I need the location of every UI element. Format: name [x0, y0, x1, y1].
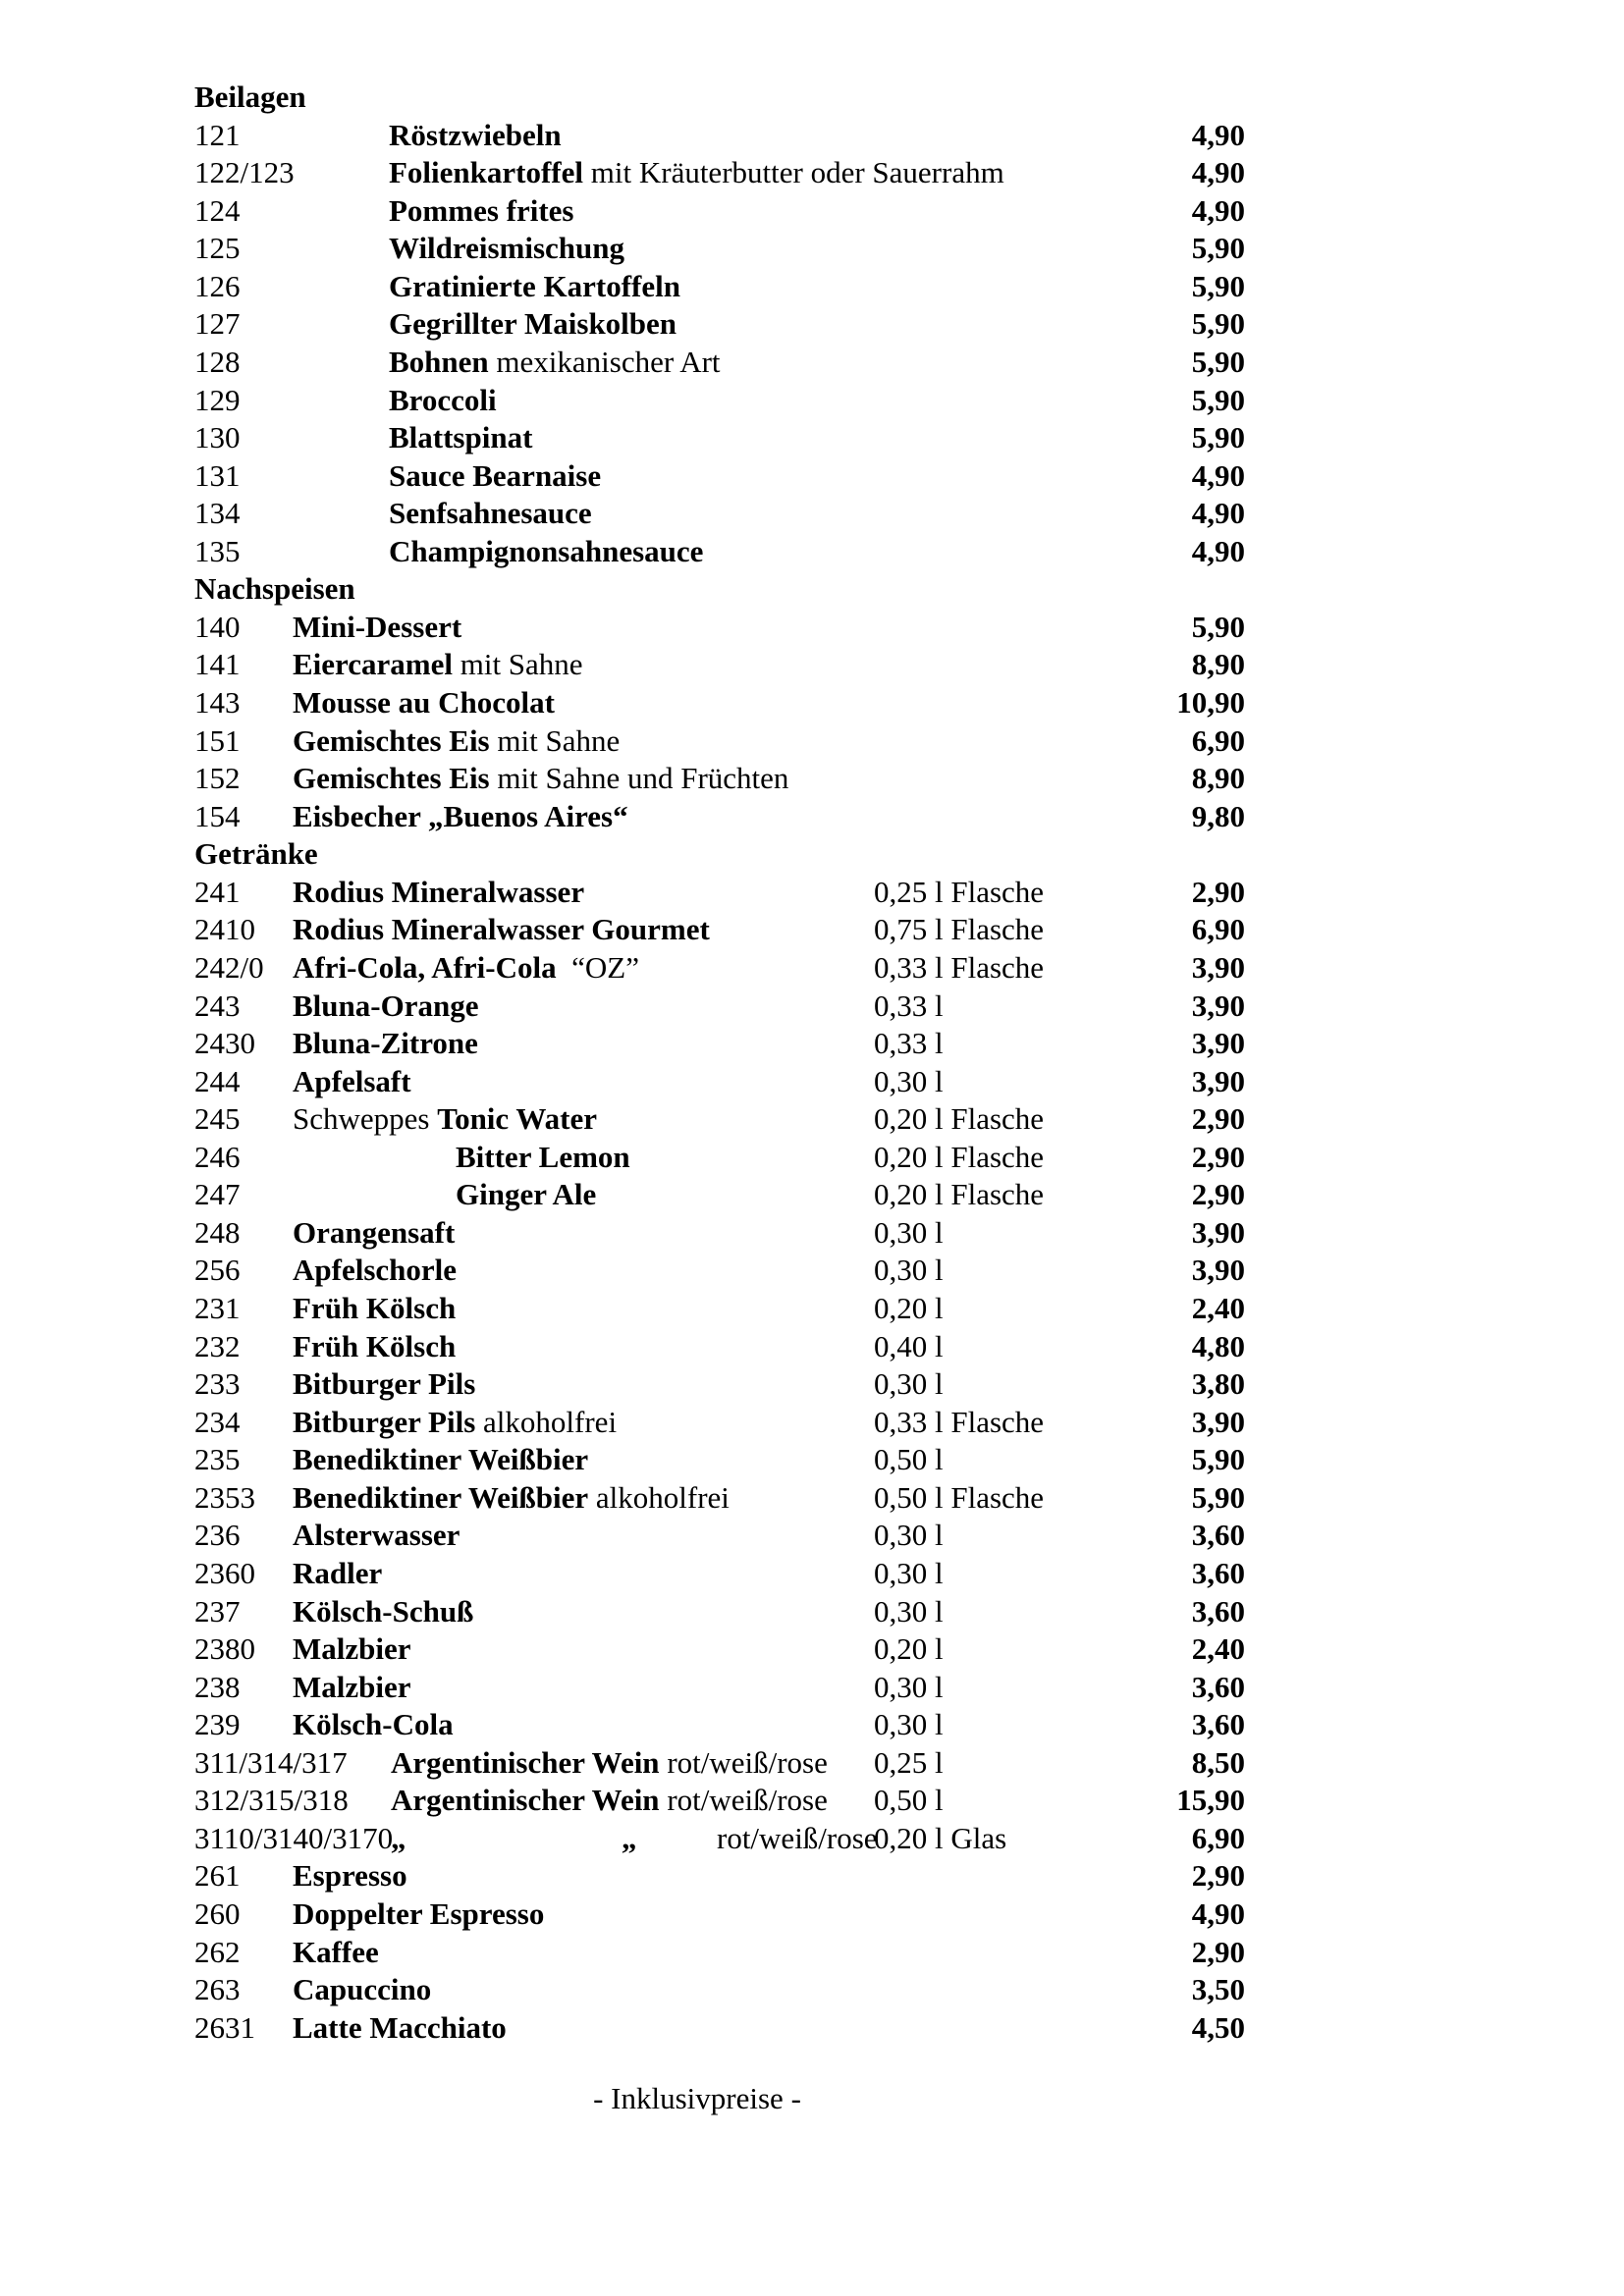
item-name: [293, 1214, 455, 1253]
item-description: mexikanischer Art: [488, 344, 721, 379]
item-name-bold: Kölsch-Schuß: [293, 1593, 474, 1629]
menu-item: [194, 1593, 1245, 1631]
item-price: 4,50: [1191, 2009, 1245, 2045]
item-volume: 0,33 l: [874, 988, 944, 1023]
menu-item: [194, 911, 1245, 949]
item-price: 15,90: [1176, 1783, 1245, 1818]
item-name-bold: Eisbecher „Buenos Aires“: [293, 798, 628, 833]
menu-item: [194, 419, 1245, 457]
menu-item: [194, 1971, 1245, 2009]
menu-item: [194, 1479, 1245, 1518]
item-name: [293, 1896, 544, 1934]
item-code: 261: [194, 1858, 241, 1894]
item-price: 2,90: [1191, 874, 1245, 909]
item-price: 5,90: [1191, 306, 1245, 342]
section-heading: Getränke: [194, 836, 318, 872]
section-heading: Nachspeisen: [194, 571, 355, 607]
item-code: 248: [194, 1214, 241, 1250]
item-price: 4,90: [1191, 457, 1245, 493]
item-description: rot/weiß/rose: [659, 1783, 828, 1818]
item-volume: 0,50 l: [874, 1442, 944, 1477]
item-price: 4,90: [1191, 533, 1245, 568]
item-code: 262: [194, 1934, 241, 1969]
item-description: rot/weiß/rose: [659, 1744, 828, 1780]
item-price: 6,90: [1191, 912, 1245, 947]
item-name: [293, 1176, 596, 1214]
item-name: [293, 1328, 456, 1366]
item-price: 2,90: [1191, 1177, 1245, 1212]
item-name: [293, 1025, 478, 1063]
item-name: [293, 798, 628, 836]
item-price: 5,90: [1191, 344, 1245, 379]
item-description: mit Sahne: [489, 722, 621, 758]
menu-item: [194, 1139, 1245, 1177]
item-price: 3,90: [1191, 1026, 1245, 1061]
menu-item: [194, 1820, 1245, 1858]
item-name-bold: Capuccino: [293, 1972, 432, 2007]
item-name: [391, 1782, 828, 1820]
item-name: [389, 533, 703, 571]
item-code: 154: [194, 798, 241, 833]
item-name-bold: Kaffee: [293, 1934, 379, 1969]
menu-item: [194, 1934, 1245, 1972]
item-name-bold: Pommes frites: [389, 192, 574, 228]
item-variant: rot/weiß/rose: [717, 1820, 878, 1855]
item-volume: 0,20 l Flasche: [874, 1101, 1045, 1137]
menu-item: [194, 1365, 1245, 1404]
menu-item: [194, 382, 1245, 420]
item-volume: 0,20 l: [874, 1291, 944, 1325]
menu-item: [194, 1744, 1245, 1783]
item-volume: 0,25 l Flasche: [874, 874, 1045, 909]
item-name: [293, 1252, 457, 1290]
item-price: 10,90: [1176, 685, 1245, 720]
item-volume: 0,33 l Flasche: [874, 949, 1045, 985]
item-code: 237: [194, 1593, 241, 1629]
item-price: 3,90: [1191, 949, 1245, 985]
item-volume: 0,30 l: [874, 1518, 944, 1553]
item-name: [293, 1365, 475, 1404]
item-name: [293, 1706, 454, 1744]
item-code: 239: [194, 1707, 241, 1742]
item-name-bold: Apfelschorle: [293, 1253, 458, 1288]
item-name-bold: Früh Kölsch: [293, 1328, 457, 1363]
item-code: 124: [194, 192, 241, 228]
item-price: 5,90: [1191, 382, 1245, 417]
menu-item: [194, 1857, 1245, 1896]
item-name: [293, 1669, 411, 1707]
item-code: 140: [194, 609, 241, 644]
item-name: [389, 154, 1004, 192]
item-name: [293, 1555, 382, 1593]
menu-item: [194, 874, 1245, 912]
item-name: [389, 230, 624, 268]
item-code: 263: [194, 1972, 241, 2007]
item-code: 243: [194, 988, 241, 1023]
item-price: 6,90: [1191, 722, 1245, 758]
item-description: mit Kräuterbutter oder Sauerrahm: [583, 155, 1004, 190]
item-name-bold: Gegrillter Maiskolben: [389, 306, 677, 342]
item-name-bold: Afri-Cola, Afri-Cola: [293, 949, 557, 985]
item-name-bold: Bluna-Zitrone: [293, 1026, 478, 1061]
item-description: “OZ”: [556, 949, 639, 985]
item-code: 233: [194, 1366, 241, 1402]
item-code: 256: [194, 1253, 241, 1288]
item-name-bold: Früh Kölsch: [293, 1291, 457, 1325]
item-code: 125: [194, 231, 241, 266]
item-name-bold: Champignonsahnesauce: [389, 533, 704, 568]
item-code: 134: [194, 496, 241, 531]
item-volume: 0,20 l Flasche: [874, 1139, 1045, 1174]
item-code: 2430: [194, 1026, 255, 1061]
item-code: 312/315/318: [194, 1783, 349, 1818]
item-name: [293, 911, 710, 949]
item-description: mit Sahne und Früchten: [489, 761, 789, 796]
item-price: 8,50: [1191, 1744, 1245, 1780]
item-volume: 0,33 l Flasche: [874, 1404, 1045, 1439]
item-name-bold: Mousse au Chocolat: [293, 685, 555, 720]
item-price: 6,90: [1191, 1820, 1245, 1855]
item-code: 131: [194, 457, 241, 493]
item-description: alkoholfrei: [475, 1404, 618, 1439]
item-price: 4,80: [1191, 1328, 1245, 1363]
item-name: [293, 1630, 411, 1669]
item-volume: 0,30 l: [874, 1214, 944, 1250]
item-volume: 0,30 l: [874, 1366, 944, 1402]
item-name: [389, 495, 592, 533]
item-price: 9,80: [1191, 798, 1245, 833]
item-description: alkoholfrei: [588, 1479, 730, 1515]
item-code: 235: [194, 1442, 241, 1477]
item-volume: 0,30 l: [874, 1063, 944, 1098]
item-name: [293, 1517, 460, 1555]
item-name: [389, 268, 680, 306]
item-price: 5,90: [1191, 268, 1245, 303]
item-name: [293, 1934, 379, 1972]
item-code: 143: [194, 685, 241, 720]
item-name-bold: Gemischtes Eis: [293, 722, 490, 758]
item-volume: 0,20 l Flasche: [874, 1177, 1045, 1212]
menu-item: [194, 2009, 1245, 2048]
item-price: 2,90: [1191, 1101, 1245, 1137]
item-name-bold: Folienkartoffel: [389, 155, 584, 190]
item-code: 129: [194, 382, 241, 417]
menu-item: [194, 1252, 1245, 1290]
item-name: [293, 1139, 630, 1177]
menu-item: [194, 1630, 1245, 1669]
item-price: 3,60: [1191, 1518, 1245, 1553]
item-code: 246: [194, 1139, 241, 1174]
item-name: [391, 1820, 406, 1858]
menu-item: [194, 1328, 1245, 1366]
item-name: [293, 1404, 617, 1442]
item-name: [293, 760, 788, 798]
item-name-bold: Radler: [293, 1555, 383, 1590]
item-code: 122/123: [194, 155, 295, 190]
item-volume: 0,33 l: [874, 1026, 944, 1061]
item-name-bold: Röstzwiebeln: [389, 117, 562, 152]
item-code: 130: [194, 420, 241, 455]
item-price: 4,90: [1191, 496, 1245, 531]
menu-item: [194, 646, 1245, 684]
menu-item: [194, 1782, 1245, 1820]
item-name: [389, 382, 497, 420]
item-code: 127: [194, 306, 241, 342]
menu-item: [194, 1214, 1245, 1253]
menu-item: [194, 1290, 1245, 1328]
item-name: [293, 646, 583, 684]
item-name-bold: Bitburger Pils: [293, 1366, 476, 1402]
item-price: 2,40: [1191, 1291, 1245, 1325]
item-code: 232: [194, 1328, 241, 1363]
menu-item: [194, 1025, 1245, 1063]
item-price: 5,90: [1191, 1442, 1245, 1477]
item-name-bold: Bohnen: [389, 344, 489, 379]
item-name-bold: Ginger Ale: [456, 1177, 597, 1212]
item-name: [389, 192, 574, 231]
menu-item: [194, 609, 1245, 647]
menu-item: [194, 988, 1245, 1026]
menu-item: [194, 1555, 1245, 1593]
item-name-bold: Blattspinat: [389, 420, 533, 455]
item-volume: 0,50 l Flasche: [874, 1479, 1045, 1515]
item-code: 121: [194, 117, 241, 152]
item-code: 260: [194, 1896, 241, 1931]
item-name: [293, 1971, 431, 2009]
item-volume: 0,25 l: [874, 1744, 944, 1780]
item-price: 4,90: [1191, 192, 1245, 228]
menu-item: [194, 798, 1245, 836]
item-name-bold: Orangensaft: [293, 1214, 456, 1250]
item-code: 2353: [194, 1479, 255, 1515]
item-name-bold: Argentinischer Wein: [391, 1744, 660, 1780]
menu-item: [194, 1100, 1245, 1139]
item-name: [293, 1100, 597, 1139]
item-volume: 0,30 l: [874, 1555, 944, 1590]
item-price: 4,90: [1191, 117, 1245, 152]
item-code: 242/0: [194, 949, 264, 985]
menu-item: [194, 1404, 1245, 1442]
item-price: 4,90: [1191, 155, 1245, 190]
item-price: 8,90: [1191, 761, 1245, 796]
item-price: 3,90: [1191, 1404, 1245, 1439]
item-volume: 0,20 l Glas: [874, 1820, 1007, 1855]
item-name-bold: Gemischtes Eis: [293, 761, 490, 796]
menu-item: [194, 1896, 1245, 1934]
item-name: [293, 609, 461, 647]
ditto-mark: „: [391, 1820, 406, 1855]
item-name-bold: Gratinierte Kartoffeln: [389, 268, 680, 303]
item-code: 151: [194, 722, 241, 758]
item-name-bold: Rodius Mineralwasser Gourmet: [293, 912, 710, 947]
item-brand: Schweppes: [293, 1101, 438, 1137]
item-price: 4,90: [1191, 1896, 1245, 1931]
item-price: 5,90: [1191, 231, 1245, 266]
item-price: 5,90: [1191, 609, 1245, 644]
item-name: [293, 1593, 473, 1631]
item-code: 2380: [194, 1631, 255, 1667]
item-volume: 0,40 l: [874, 1328, 944, 1363]
item-price: 3,90: [1191, 1063, 1245, 1098]
item-name-bold: Sauce Bearnaise: [389, 457, 602, 493]
item-name-bold: Argentinischer Wein: [391, 1783, 660, 1818]
menu-item: [194, 230, 1245, 268]
item-name-bold: Malzbier: [293, 1669, 411, 1704]
section-heading: Beilagen: [194, 80, 306, 114]
item-name-bold: Mini-Dessert: [293, 609, 462, 644]
item-volume: 0,30 l: [874, 1253, 944, 1288]
price-list: [194, 79, 1245, 2047]
item-code: 126: [194, 268, 241, 303]
item-name: [389, 117, 562, 155]
menu-item: [194, 117, 1245, 155]
menu-item: [194, 533, 1245, 571]
item-price: 3,90: [1191, 1253, 1245, 1288]
item-name-bold: Alsterwasser: [293, 1518, 460, 1553]
item-volume: 0,75 l Flasche: [874, 912, 1045, 947]
item-code: 2360: [194, 1555, 255, 1590]
item-price: 5,90: [1191, 420, 1245, 455]
item-name-bold: Bitburger Pils: [293, 1404, 476, 1439]
menu-item: [194, 1441, 1245, 1479]
footer-note: - Inklusivpreise -: [593, 2081, 801, 2115]
item-name-bold: Broccoli: [389, 382, 497, 417]
item-name: [293, 1441, 588, 1479]
item-price: 2,90: [1191, 1858, 1245, 1894]
item-price: 2,90: [1191, 1139, 1245, 1174]
menu-item: [194, 1063, 1245, 1101]
menu-item: [194, 1176, 1245, 1214]
item-name: [389, 419, 532, 457]
item-code: 141: [194, 647, 241, 682]
item-price: 2,90: [1191, 1934, 1245, 1969]
menu-item: [194, 305, 1245, 344]
item-name: [293, 684, 555, 722]
menu-item: [194, 192, 1245, 231]
item-code: 152: [194, 761, 241, 796]
item-code: 135: [194, 533, 241, 568]
item-price: 3,90: [1191, 988, 1245, 1023]
item-code: 311/314/317: [194, 1744, 348, 1780]
item-code: 234: [194, 1404, 241, 1439]
item-name-bold: Eiercaramel: [293, 647, 453, 682]
item-name: [293, 988, 478, 1026]
item-price: 3,80: [1191, 1366, 1245, 1402]
item-name: [293, 1857, 407, 1896]
item-name: [293, 1479, 730, 1518]
item-price: 3,60: [1191, 1593, 1245, 1629]
menu-item: [194, 722, 1245, 761]
item-code: 241: [194, 874, 241, 909]
item-code: 3110/3140/3170: [194, 1820, 394, 1855]
menu-item: [194, 1706, 1245, 1744]
item-price: 3,90: [1191, 1214, 1245, 1250]
item-name-bold: Doppelter Espresso: [293, 1896, 545, 1931]
item-name: [293, 1290, 456, 1328]
item-volume: 0,30 l: [874, 1707, 944, 1742]
item-name: [391, 1744, 828, 1783]
menu-item: [194, 1517, 1245, 1555]
item-name-bold: Espresso: [293, 1858, 407, 1894]
item-code: 128: [194, 344, 241, 379]
item-price: 5,90: [1191, 1479, 1245, 1515]
item-price: 8,90: [1191, 647, 1245, 682]
item-code: 2410: [194, 912, 255, 947]
item-name-bold: Latte Macchiato: [293, 2009, 507, 2045]
item-price: 3,60: [1191, 1555, 1245, 1590]
menu-item: [194, 154, 1245, 192]
item-name: [293, 722, 620, 761]
item-name-bold: Tonic Water: [437, 1101, 597, 1137]
item-code: 231: [194, 1291, 241, 1325]
item-name: [389, 305, 677, 344]
item-name-bold: Kölsch-Cola: [293, 1707, 454, 1742]
menu-item: [194, 268, 1245, 306]
item-name: [389, 344, 721, 382]
item-volume: 0,20 l: [874, 1631, 944, 1667]
item-code: 2631: [194, 2009, 255, 2045]
item-code: 245: [194, 1101, 241, 1137]
item-name: [293, 874, 584, 912]
item-name-bold: Wildreismischung: [389, 231, 625, 266]
menu-item: [194, 1669, 1245, 1707]
item-name-bold: Bitter Lemon: [456, 1139, 630, 1174]
menu-item: [194, 344, 1245, 382]
menu-item: [194, 495, 1245, 533]
item-name-bold: Benediktiner Weißbier: [293, 1479, 589, 1515]
menu-item: [194, 760, 1245, 798]
item-name-bold: Rodius Mineralwasser: [293, 874, 585, 909]
menu-item: [194, 457, 1245, 496]
menu-item: [194, 949, 1245, 988]
item-name-bold: Benediktiner Weißbier: [293, 1442, 589, 1477]
ditto-mark: „: [622, 1820, 637, 1855]
item-name: [389, 457, 601, 496]
item-price: 2,40: [1191, 1631, 1245, 1667]
item-name: [293, 949, 639, 988]
item-volume: 0,30 l: [874, 1593, 944, 1629]
item-price: 3,60: [1191, 1669, 1245, 1704]
item-price: 3,60: [1191, 1707, 1245, 1742]
item-description: mit Sahne: [452, 647, 583, 682]
item-code: 238: [194, 1669, 241, 1704]
item-code: 236: [194, 1518, 241, 1553]
item-price: 3,50: [1191, 1972, 1245, 2007]
item-name-bold: Senfsahnesauce: [389, 496, 592, 531]
item-code: 247: [194, 1177, 241, 1212]
item-code: 244: [194, 1063, 241, 1098]
menu-item: [194, 684, 1245, 722]
item-name: [293, 2009, 507, 2048]
item-name-bold: Bluna-Orange: [293, 988, 479, 1023]
item-volume: 0,50 l: [874, 1783, 944, 1818]
item-volume: 0,30 l: [874, 1669, 944, 1704]
item-name-bold: Malzbier: [293, 1631, 411, 1667]
item-name: [293, 1063, 411, 1101]
item-name-bold: Apfelsaft: [293, 1063, 411, 1098]
